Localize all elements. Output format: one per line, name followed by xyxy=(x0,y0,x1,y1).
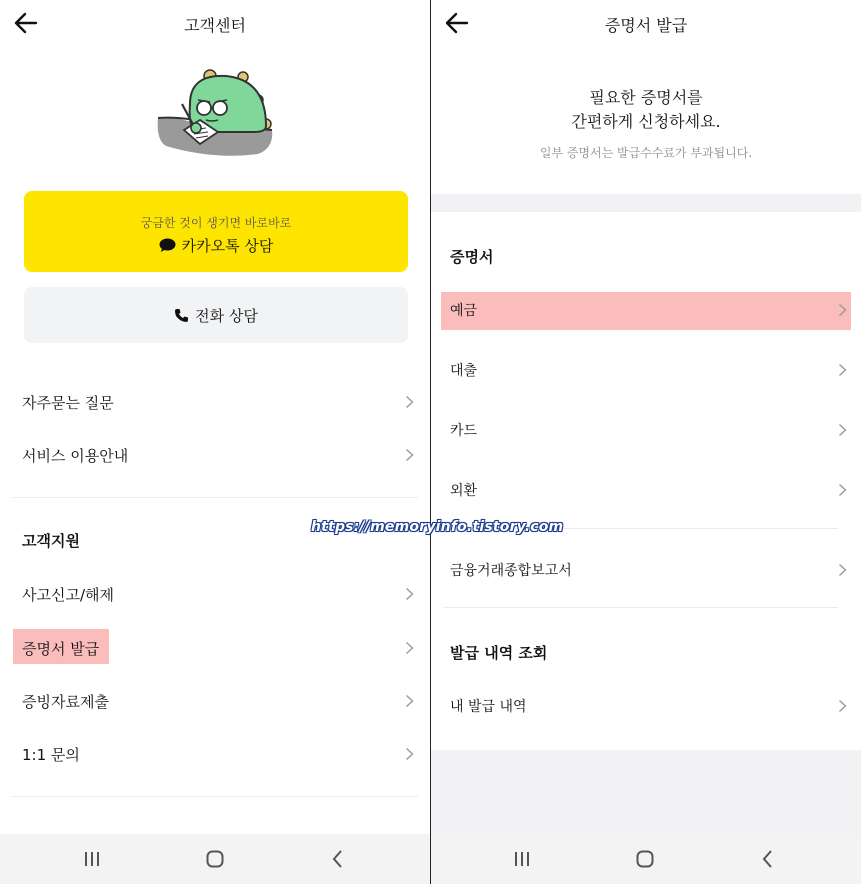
menu-item-evidence-submit[interactable] xyxy=(0,679,430,723)
certificate-item-foreign-exchange[interactable] xyxy=(431,468,861,512)
menu-item-certificate-issue[interactable] xyxy=(0,626,430,670)
chevron-right-icon xyxy=(838,699,847,713)
section-divider xyxy=(443,607,838,608)
android-nav-bar xyxy=(431,834,861,884)
home-icon[interactable] xyxy=(633,847,657,871)
support-section-title: 고객지원 xyxy=(22,532,80,550)
kakao-chat-subtitle: 궁금한 것이 생기면 바로바로 xyxy=(140,216,292,230)
page-title: 증명서 발급 xyxy=(604,16,688,35)
mascot-illustration xyxy=(154,64,278,160)
menu-item-label: 서비스 이용안내 xyxy=(22,447,129,465)
intro-heading-line2: 간편하게 신청하세요. xyxy=(571,112,721,131)
menu-item-label: 증명서 발급 xyxy=(22,640,100,658)
chevron-right-icon xyxy=(838,363,847,377)
home-icon[interactable] xyxy=(203,847,227,871)
menu-item-label: 사고신고/해제 xyxy=(22,586,114,604)
phone-consult-label-row xyxy=(24,305,408,326)
history-section-title: 발급 내역 조회 xyxy=(450,644,548,662)
history-item-my-issues[interactable] xyxy=(431,684,861,728)
menu-item-label: 1:1 문의 xyxy=(22,746,80,764)
app-bar xyxy=(0,0,430,46)
section-divider xyxy=(12,796,418,797)
certificate-item-label: 외환 xyxy=(450,483,478,499)
kakao-chat-button[interactable] xyxy=(24,191,408,272)
menu-item-service-guide[interactable] xyxy=(0,433,430,477)
page-title: 고객센터 xyxy=(184,16,246,35)
certificate-section-title: 증명서 xyxy=(450,248,494,266)
android-nav-bar xyxy=(0,834,430,884)
nav-back-icon[interactable] xyxy=(326,847,350,871)
phone-consult-label: 전화 상담 xyxy=(195,307,258,325)
chevron-right-icon xyxy=(838,303,847,317)
recent-apps-icon[interactable] xyxy=(80,847,104,871)
menu-item-one-on-one-inquiry[interactable] xyxy=(0,732,430,776)
chevron-right-icon xyxy=(405,448,414,462)
phone-consult-button[interactable] xyxy=(24,287,408,343)
menu-item-faq[interactable] xyxy=(0,380,430,424)
certificate-item-label: 예금 xyxy=(450,303,478,319)
certificate-item-label: 카드 xyxy=(450,423,478,439)
certificate-item-label: 대출 xyxy=(450,363,478,379)
certificate-item-card[interactable] xyxy=(431,408,861,452)
chevron-right-icon xyxy=(838,563,847,577)
chevron-right-icon xyxy=(838,423,847,437)
fee-notice: 일부 증명서는 발급수수료가 부과됩니다. xyxy=(539,146,753,160)
intro-heading-line1: 필요한 증명서를 xyxy=(589,88,703,107)
chevron-right-icon xyxy=(405,587,414,601)
certificate-item-loan[interactable] xyxy=(431,348,861,392)
speech-bubble-icon xyxy=(159,238,176,253)
certificate-item-financial-report[interactable] xyxy=(431,548,861,592)
certificate-item-deposit[interactable] xyxy=(431,288,861,332)
chevron-right-icon xyxy=(405,694,414,708)
app-bar xyxy=(431,0,861,46)
chevron-right-icon xyxy=(405,747,414,761)
section-divider xyxy=(12,497,418,498)
chevron-right-icon xyxy=(405,641,414,655)
history-item-label: 내 발급 내역 xyxy=(450,699,527,715)
customer-center-screen xyxy=(0,0,430,884)
phone-icon xyxy=(174,308,189,323)
menu-item-accident-report[interactable] xyxy=(0,572,430,616)
menu-item-label: 자주묻는 질문 xyxy=(22,394,114,412)
chevron-right-icon xyxy=(838,483,847,497)
nav-back-icon[interactable] xyxy=(756,847,780,871)
certificate-list-card xyxy=(431,212,861,750)
watermark-url: https://memoryinfo.tistory.com xyxy=(311,519,564,535)
kakao-chat-label: 카카오톡 상담 xyxy=(181,237,274,255)
kakao-chat-label-row xyxy=(24,235,408,256)
intro-section xyxy=(431,46,861,194)
certificate-issue-screen xyxy=(431,0,861,884)
menu-item-label: 증빙자료제출 xyxy=(22,693,109,711)
certificate-item-label: 금융거래종합보고서 xyxy=(450,563,572,579)
chevron-right-icon xyxy=(405,395,414,409)
recent-apps-icon[interactable] xyxy=(510,847,534,871)
